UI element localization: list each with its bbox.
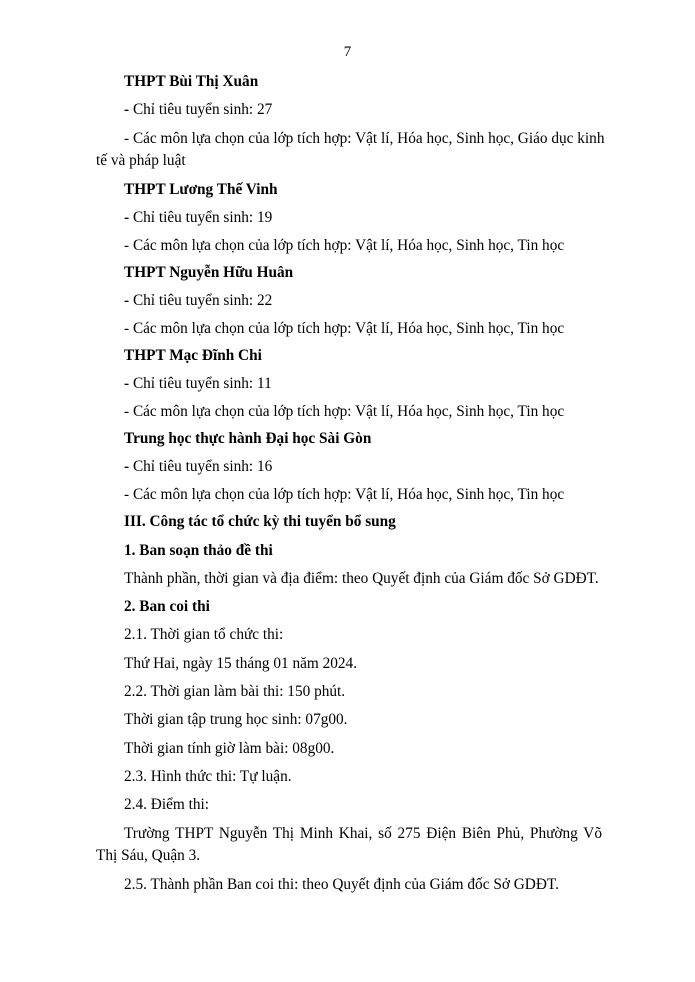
school-name: THPT Bùi Thị Xuân <box>124 73 259 90</box>
paragraph: Trường THPT Nguyễn Thị Minh Khai, số 275 Điện Biên Phủ, Phường Võ <box>124 825 602 842</box>
school-quota: - Chỉ tiêu tuyển sinh: 27 <box>124 101 273 118</box>
subsection-heading: 2. Ban coi thi <box>124 598 210 615</box>
school-subjects: - Các môn lựa chọn của lớp tích hợp: Vật lí, Hóa học, Sinh học, Giáo dục kinh <box>124 130 605 147</box>
section-heading: III. Công tác tổ chức kỳ thi tuyển bổ sung <box>124 513 396 530</box>
school-quota: - Chỉ tiêu tuyển sinh: 16 <box>124 458 273 475</box>
paragraph: 2.4. Điểm thi: <box>124 796 209 813</box>
paragraph-cont: Thị Sáu, Quận 3. <box>96 847 201 864</box>
subsection-heading: 1. Ban soạn thảo đề thi <box>124 542 273 559</box>
school-subjects: - Các môn lựa chọn của lớp tích hợp: Vật lí, Hóa học, Sinh học, Tin học <box>124 237 565 254</box>
school-name: THPT Mạc Đĩnh Chi <box>124 347 262 364</box>
paragraph: Thời gian tính giờ làm bài: 08g00. <box>124 740 335 757</box>
school-subjects: - Các môn lựa chọn của lớp tích hợp: Vật lí, Hóa học, Sinh học, Tin học <box>124 320 565 337</box>
page-number: 7 <box>343 44 352 60</box>
school-name: THPT Lương Thế Vinh <box>124 181 278 198</box>
paragraph: 2.5. Thành phần Ban coi thi: theo Quyết định của Giám đốc Sở GDĐT. <box>124 876 559 893</box>
school-subjects-cont: tế và pháp luật <box>96 152 186 169</box>
paragraph: Thứ Hai, ngày 15 tháng 01 năm 2024. <box>124 655 358 672</box>
school-quota: - Chỉ tiêu tuyển sinh: 11 <box>124 375 272 392</box>
school-name: THPT Nguyễn Hữu Huân <box>124 264 294 281</box>
paragraph: 2.1. Thời gian tổ chức thi: <box>124 626 284 643</box>
school-quota: - Chỉ tiêu tuyển sinh: 22 <box>124 292 273 309</box>
school-subjects: - Các môn lựa chọn của lớp tích hợp: Vật lí, Hóa học, Sinh học, Tin học <box>124 486 565 503</box>
paragraph: Thời gian tập trung học sinh: 07g00. <box>124 711 348 728</box>
paragraph: 2.2. Thời gian làm bài thi: 150 phút. <box>124 683 346 700</box>
school-quota: - Chỉ tiêu tuyển sinh: 19 <box>124 209 273 226</box>
school-name: Trung học thực hành Đại học Sài Gòn <box>124 430 372 447</box>
paragraph: 2.3. Hình thức thi: Tự luận. <box>124 768 292 785</box>
school-subjects: - Các môn lựa chọn của lớp tích hợp: Vật lí, Hóa học, Sinh học, Tin học <box>124 403 565 420</box>
paragraph: Thành phần, thời gian và địa điểm: theo Quyết định của Giám đốc Sở GDĐT. <box>124 570 599 587</box>
